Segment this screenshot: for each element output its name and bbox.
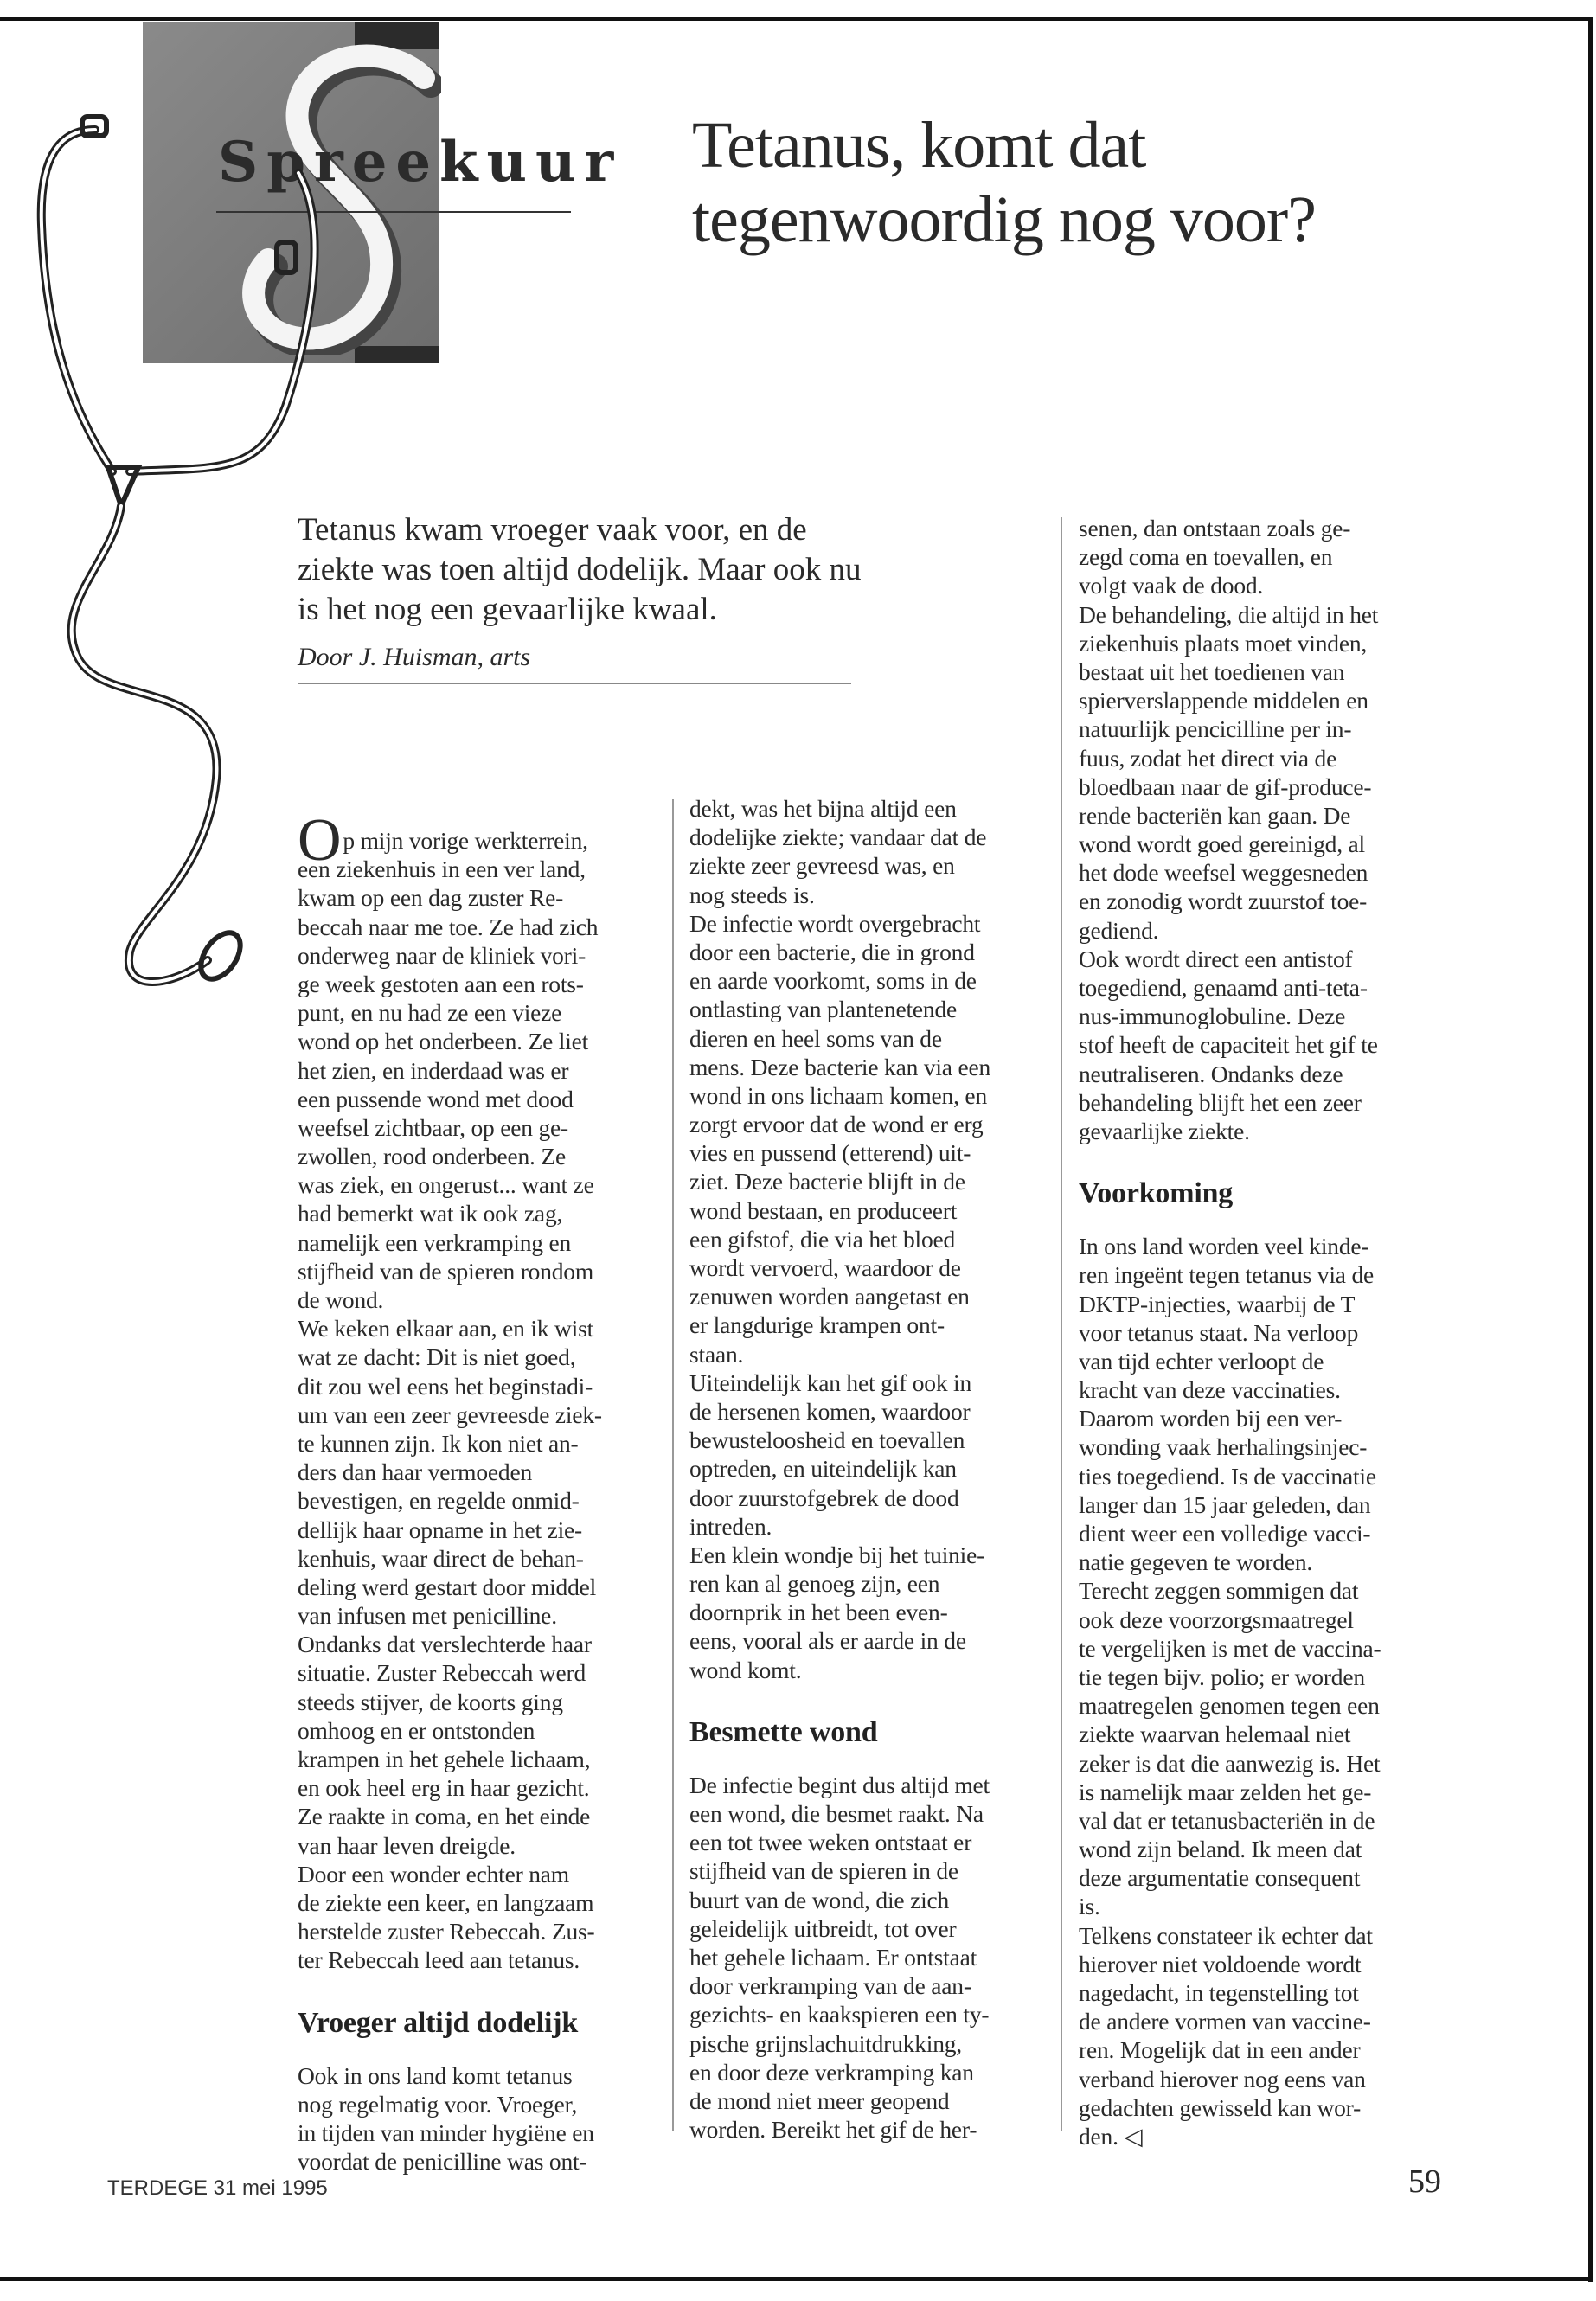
text-line: en ook heel erg in haar gezicht.: [298, 1774, 590, 1802]
text-line: verband hierover nog eens van: [1079, 2065, 1366, 2093]
text-line: DKTP-injecties, waarbij de T: [1079, 1290, 1356, 1317]
text-line: steeds stijver, de koorts ging: [298, 1688, 563, 1715]
article-intro: Tetanus kwam vroeger vaak voor, en de ziekte was toen altijd dodelijk. Maar ook nu is het nog een gevaarlijke kwaal.: [298, 512, 862, 627]
text-line: een gifstof, die via het bloed: [689, 1225, 956, 1253]
text-line: dellijk haar opname in het zie-: [298, 1516, 583, 1543]
text-line: spierverslappende middelen en: [1079, 687, 1368, 715]
rubric-label: Spreekuur: [218, 130, 623, 195]
text-line: dieren en heel soms van de: [689, 1024, 942, 1052]
article-column-3: [1079, 514, 1442, 2150]
text-line: zorgt ervoor dat de wond er erg: [689, 1111, 984, 1138]
text-line: ren kan al genoeg zijn, een: [689, 1570, 940, 1598]
title-line-1: Tetanus, komt dat: [692, 109, 1146, 182]
section-heading: Besmette wond: [689, 1715, 878, 1748]
text-line: zenuwen worden aangetast en: [689, 1283, 970, 1311]
text-line: bestaat uit het toedienen van: [1079, 657, 1345, 685]
text-line: gezichts- en kaakspieren een ty-: [689, 2001, 990, 2029]
page-border-bottom: [0, 2277, 1593, 2281]
text-line: kwam op een dag zuster Re-: [298, 884, 564, 912]
text-line: wond wordt goed gereinigd, al: [1079, 830, 1365, 858]
text-line: gedachten gewisseld kan wor-: [1079, 2093, 1362, 2121]
text-line: wond bestaan, en produceert: [689, 1196, 958, 1224]
text-line: val dat er tetanusbacteriën in de: [1079, 1806, 1375, 1834]
text-line: natie gegeven te worden.: [1079, 1548, 1313, 1576]
text-line: senen, dan ontstaan zoals ge-: [1079, 515, 1351, 542]
publication-footer: TERDEGE 31 mei 1995: [107, 2176, 328, 2200]
text-line: omhoog en er ontstonden: [298, 1716, 535, 1744]
text-line: voor tetanus staat. Na verloop: [1079, 1318, 1359, 1346]
text-line: in tijden van minder hygiëne en: [298, 2118, 594, 2146]
intro-block: [298, 510, 869, 684]
first-line-text: p mijn vorige werkterrein,: [343, 827, 588, 854]
text-line: van haar leven dreigde.: [298, 1831, 516, 1859]
page-number: 59: [1408, 2163, 1441, 2200]
text-line: doornprik in het been even-: [689, 1599, 948, 1626]
text-line: deling werd gestart door middel: [298, 1573, 597, 1600]
text-line: nus-immunoglobuline. Deze: [1079, 1003, 1346, 1030]
text-line: ook deze voorzorgsmaatregel: [1079, 1606, 1354, 1633]
text-line: den. ◁: [1079, 2122, 1143, 2150]
text-line: Ook in ons land komt tetanus: [298, 2061, 573, 2089]
text-line: um van een zeer gevreesde ziek-: [298, 1400, 602, 1428]
text-line: de andere vormen van vaccine-: [1079, 2008, 1371, 2035]
text-line: een ziekenhuis in een ver land,: [298, 856, 586, 883]
text-line: zegd coma en toevallen, en: [1079, 543, 1333, 571]
text-line: ziekte waarvan helemaal niet: [1079, 1721, 1351, 1748]
text-line: deze argumentatie consequent: [1079, 1864, 1361, 1892]
text-line: zeker is dat die aanwezig is. Het: [1079, 1749, 1381, 1777]
text-line: kracht van deze vaccinaties.: [1079, 1376, 1341, 1404]
text-line: een tot twee weken ontstaat er: [689, 1829, 972, 1856]
text-line: dit zou wel eens het beginstadi-: [298, 1372, 593, 1400]
text-line: er langdurige krampen ont-: [689, 1311, 945, 1339]
text-line: herstelde zuster Rebeccah. Zus-: [298, 1918, 595, 1945]
page-border-right: [1588, 17, 1593, 2282]
section-heading: Voorkoming: [1079, 1177, 1234, 1210]
text-line: door een bacterie, die in grond: [689, 938, 975, 965]
text-line: een wond, die besmet raakt. Na: [689, 1800, 984, 1827]
text-line: pische grijnslachuitdrukking,: [689, 2029, 962, 2057]
text-line: een pussende wond met dood: [298, 1085, 574, 1112]
text-line: van infusen met penicilline.: [298, 1602, 557, 1630]
text-line: bloedbaan naar de gif-produce-: [1079, 772, 1372, 800]
text-line: dodelijke ziekte; vandaar dat de: [689, 824, 987, 851]
text-line: Ze raakte in coma, en het einde: [298, 1803, 591, 1830]
text-line: gediend.: [1079, 916, 1159, 944]
text-line: Ook wordt direct een antistof: [1079, 945, 1353, 972]
text-line: wat ze dacht: Dit is niet goed,: [298, 1343, 576, 1371]
text-line: Uiteindelijk kan het gif ook in: [689, 1368, 972, 1396]
text-line: neutraliseren. Ondanks deze: [1079, 1060, 1343, 1087]
text-line: situatie. Zuster Rebeccah werd: [298, 1659, 586, 1687]
text-line: worden. Bereikt het gif de her-: [689, 2116, 977, 2144]
text-line: nog steeds is.: [689, 881, 815, 908]
text-line: Ondanks dat verslechterde haar: [298, 1631, 592, 1658]
text-line: Daarom worden bij een ver-: [1079, 1405, 1343, 1433]
text-line: en aarde voorkomt, soms in de: [689, 967, 977, 995]
text-line: maatregelen genomen tegen een: [1079, 1692, 1380, 1720]
text-line: optreden, en uiteindelijk kan: [689, 1455, 957, 1483]
text-line: toegediend, genaamd anti-teta-: [1079, 974, 1368, 1001]
text-line: wordt vervoerd, waardoor de: [689, 1254, 961, 1281]
text-line: behandeling blijft het een zeer: [1079, 1088, 1362, 1116]
text-line: de hersenen komen, waardoor: [689, 1397, 971, 1425]
text-line: eens, vooral als er aarde in de: [689, 1627, 966, 1655]
text-line: ziekenhuis plaats moet vinden,: [1079, 629, 1368, 657]
section-heading: Vroeger altijd dodelijk: [298, 2006, 579, 2039]
text-line: wond komt.: [689, 1656, 802, 1683]
text-line: rende bacteriën kan gaan. De: [1079, 801, 1351, 829]
byline-divider: [298, 683, 851, 684]
text-line: ties toegediend. Is de vaccinatie: [1079, 1462, 1376, 1490]
text-line: fuus, zodat het direct via de: [1079, 744, 1337, 772]
text-line: ren ingeënt tegen tetanus via de: [1079, 1261, 1375, 1289]
text-line: het gehele lichaam. Er ontstaat: [689, 1943, 977, 1971]
column-divider-2: [1061, 517, 1062, 2131]
text-line: ren. Mogelijk dat in een ander: [1079, 2036, 1361, 2064]
text-line: was ziek, en ongerust... want ze: [298, 1171, 594, 1199]
text-line: staan.: [689, 1340, 744, 1368]
article-column-1: [298, 807, 661, 2176]
text-line: is namelijk maar zelden het ge-: [1079, 1778, 1372, 1805]
text-line: wond zijn beland. Ik meen dat: [1079, 1836, 1362, 1863]
text-line: wond op het onderbeen. Ze liet: [298, 1028, 589, 1055]
column-divider-1: [672, 799, 674, 2131]
article-column-2: [689, 794, 1053, 2144]
text-line: langer dan 15 jaar geleden, dan: [1079, 1490, 1371, 1518]
text-line: stijfheid van de spieren rondom: [298, 1257, 594, 1285]
text-line: Terecht zeggen sommigen dat: [1079, 1577, 1359, 1605]
text-line: kenhuis, waar direct de behan-: [298, 1544, 584, 1572]
drop-cap: O: [298, 807, 342, 875]
text-line: stof heeft de capaciteit het gif te: [1079, 1031, 1378, 1059]
article-byline: Door J. Huisman, arts: [298, 643, 531, 671]
text-line: vies en pussend (etterend) uit-: [689, 1139, 971, 1167]
text-line: de mond niet meer geopend: [689, 2086, 950, 2114]
text-line: ontlasting van plantenetende: [689, 996, 958, 1023]
text-line: gevaarlijke ziekte.: [1079, 1117, 1250, 1144]
text-line: tie tegen bijv. polio; er worden: [1079, 1663, 1365, 1690]
text-line: dient weer een volledige vacci-: [1079, 1520, 1371, 1547]
text-line: door verkramping van de aan-: [689, 1972, 971, 2000]
text-line: ziekte zeer gevreesd was, en: [689, 852, 955, 880]
text-line: te kunnen zijn. Ik kon niet an-: [298, 1429, 579, 1457]
article-title: [692, 108, 1316, 257]
text-line: de wond.: [298, 1286, 384, 1313]
text-line: onderweg naar de kliniek vori-: [298, 941, 586, 969]
text-line: van tijd echter verloopt de: [1079, 1347, 1324, 1375]
text-line: het zien, en inderdaad was er: [298, 1056, 569, 1084]
text-line: te vergelijken is met de vaccina-: [1079, 1634, 1381, 1662]
text-line: en zonodig wordt zuurstof toe-: [1079, 888, 1368, 915]
text-line: geleidelijk uitbreidt, tot over: [689, 1914, 957, 1942]
text-line: De behandeling, die altijd in het: [1079, 600, 1379, 628]
text-line: stijfheid van de spieren in de: [689, 1857, 958, 1885]
text-line: door zuurstofgebrek de dood: [689, 1484, 959, 1511]
text-line: bewusteloosheid en toevallen: [689, 1426, 965, 1454]
text-line: Een klein wondje bij het tuinie-: [689, 1541, 985, 1568]
text-line: namelijk een verkramping en: [298, 1228, 572, 1256]
text-line: ge week gestoten aan een rots-: [298, 970, 584, 997]
text-line: Telkens constateer ik echter dat: [1079, 1921, 1373, 1949]
text-line: het dode weefsel weggesneden: [1079, 859, 1368, 887]
text-line: Door een wonder echter nam: [298, 1860, 569, 1888]
text-line: de ziekte een keer, en langzaam: [298, 1888, 594, 1916]
text-line: nagedacht, in tegenstelling tot: [1079, 1979, 1359, 2006]
text-line: intreden.: [689, 1512, 772, 1540]
text-line: In ons land worden veel kinde-: [1079, 1233, 1369, 1260]
text-line: wonding vaak herhalingsinjec-: [1079, 1433, 1368, 1461]
text-line: De infectie wordt overgebracht: [689, 909, 981, 937]
text-line: ders dan haar vermoeden: [298, 1458, 533, 1486]
text-line: weefsel zichtbaar, op een ge-: [298, 1113, 568, 1141]
text-line: ziet. Deze bacterie blijft in de: [689, 1168, 965, 1195]
text-line: De infectie begint dus altijd met: [689, 1771, 990, 1798]
text-line: punt, en nu had ze een vieze: [298, 999, 562, 1027]
text-line: hierover niet voldoende wordt: [1079, 1950, 1362, 1977]
text-line: beccah naar me toe. Ze had zich: [298, 913, 599, 940]
text-line: volgt vaak de dood.: [1079, 572, 1264, 599]
text-line: zwollen, rood onderbeen. Ze: [298, 1143, 566, 1170]
text-line: We keken elkaar aan, en ik wist: [298, 1315, 594, 1343]
text-line: ter Rebeccah leed aan tetanus.: [298, 1946, 580, 1974]
text-line: had bemerkt wat ik ook zag,: [298, 1200, 563, 1227]
text-line: krampen in het gehele lichaam,: [298, 1746, 591, 1772]
title-line-2: tegenwoordig nog voor?: [692, 183, 1316, 256]
text-line: nog regelmatig voor. Vroeger,: [298, 2090, 578, 2118]
text-line: en door deze verkramping kan: [689, 2058, 974, 2086]
text-line: bevestigen, en regelde onmid-: [298, 1487, 580, 1515]
text-line: mens. Deze bacterie kan via een: [689, 1053, 991, 1080]
text-line: buurt van de wond, die zich: [689, 1886, 950, 1913]
text-line: voordat de penicilline was ont-: [298, 2148, 587, 2176]
text-line: dekt, was het bijna altijd een: [689, 795, 957, 822]
text-line: wond in ons lichaam komen, en: [689, 1081, 987, 1109]
text-line: is.: [1079, 1893, 1100, 1920]
text-line: natuurlijk pencicilline per in-: [1079, 715, 1352, 743]
